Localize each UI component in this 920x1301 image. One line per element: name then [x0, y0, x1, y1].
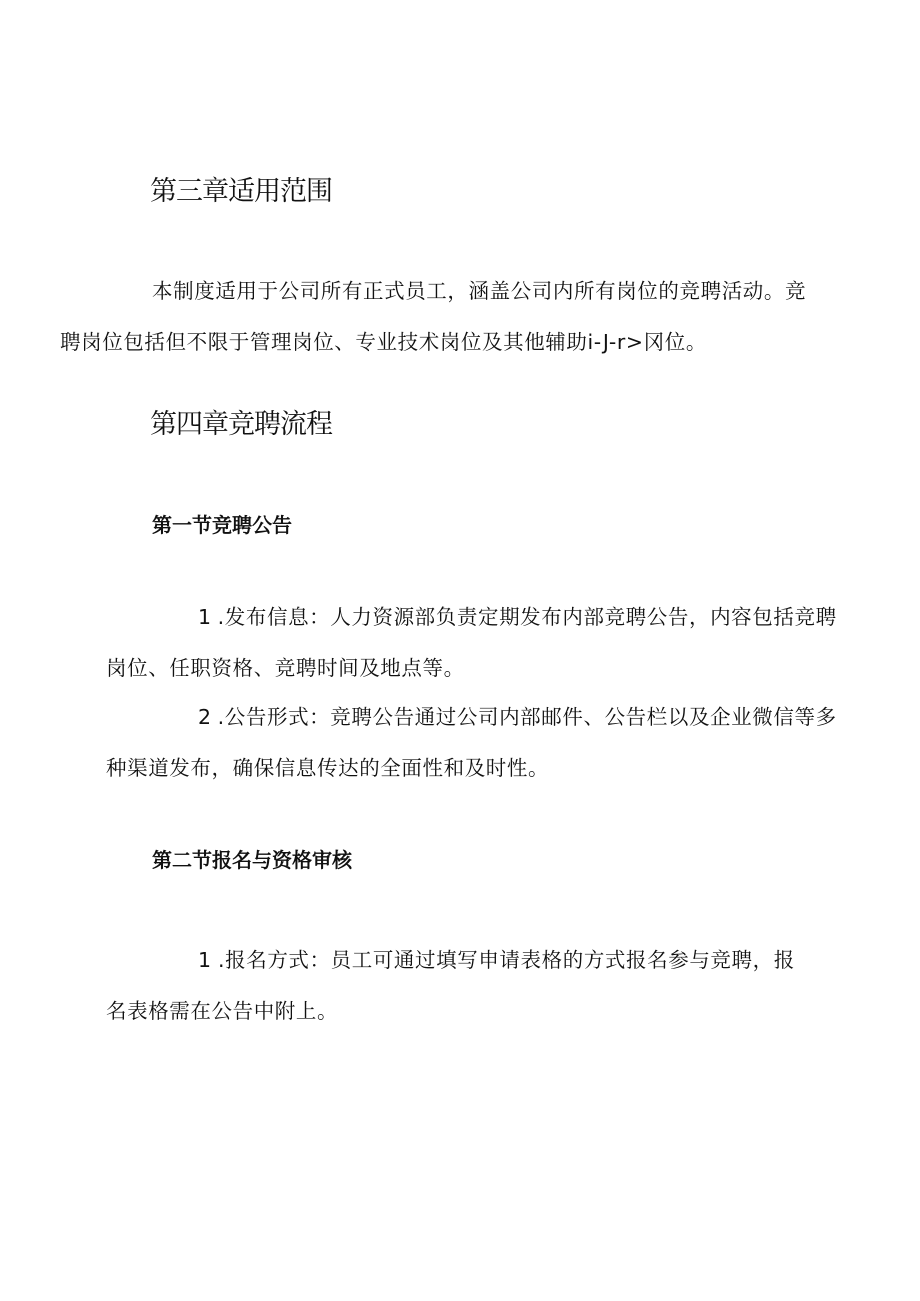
section-1-item-2-line-2: 种渠道发布，确保信息传达的全面性和及时性。 [106, 756, 550, 780]
section-2-item-1-line-2: 名表格需在公告中附上。 [106, 999, 339, 1023]
chapter-3-paragraph-line-2: 聘岗位包括但不限于管理岗位、专业技术岗位及其他辅助i-J-r>冈位。 [60, 330, 707, 354]
section-1-item-2 [106, 692, 837, 794]
section-2-item-1-line-1 [106, 935, 822, 986]
section-1-item-1-line-2: 岗位、任职资格、竞聘时间及地点等。 [106, 656, 465, 680]
item-text: .发布信息：人力资源部负责定期发布内部竞聘公告，内容包括竞聘 [217, 605, 837, 629]
section-1-item-1-line-1 [106, 592, 837, 643]
item-number: 1 [198, 605, 212, 629]
section-2-item-1 [106, 935, 822, 1037]
section-1-heading: 第一节竞聘公告 [152, 513, 292, 537]
chapter-4-heading: 第四章竞聘流程 [150, 409, 332, 440]
item-text: .报名方式：员工可通过填写申请表格的方式报名参与竞聘，报 [218, 948, 795, 972]
chapter-3-paragraph [60, 266, 822, 368]
section-2-heading: 第二节报名与资格审核 [152, 848, 352, 872]
item-number: 1 [198, 948, 212, 972]
section-1-item-1 [106, 592, 837, 694]
chapter-3-heading: 第三章适用范围 [150, 176, 332, 207]
section-1-item-2-line-1 [106, 692, 837, 743]
chapter-3-paragraph-line-1: 本制度适用于公司所有正式员工，涵盖公司内所有岗位的竞聘活动。竞 [152, 279, 807, 303]
item-text: .公告形式：竞聘公告通过公司内部邮件、公告栏以及企业微信等多 [217, 705, 837, 729]
item-number: 2 [198, 705, 212, 729]
